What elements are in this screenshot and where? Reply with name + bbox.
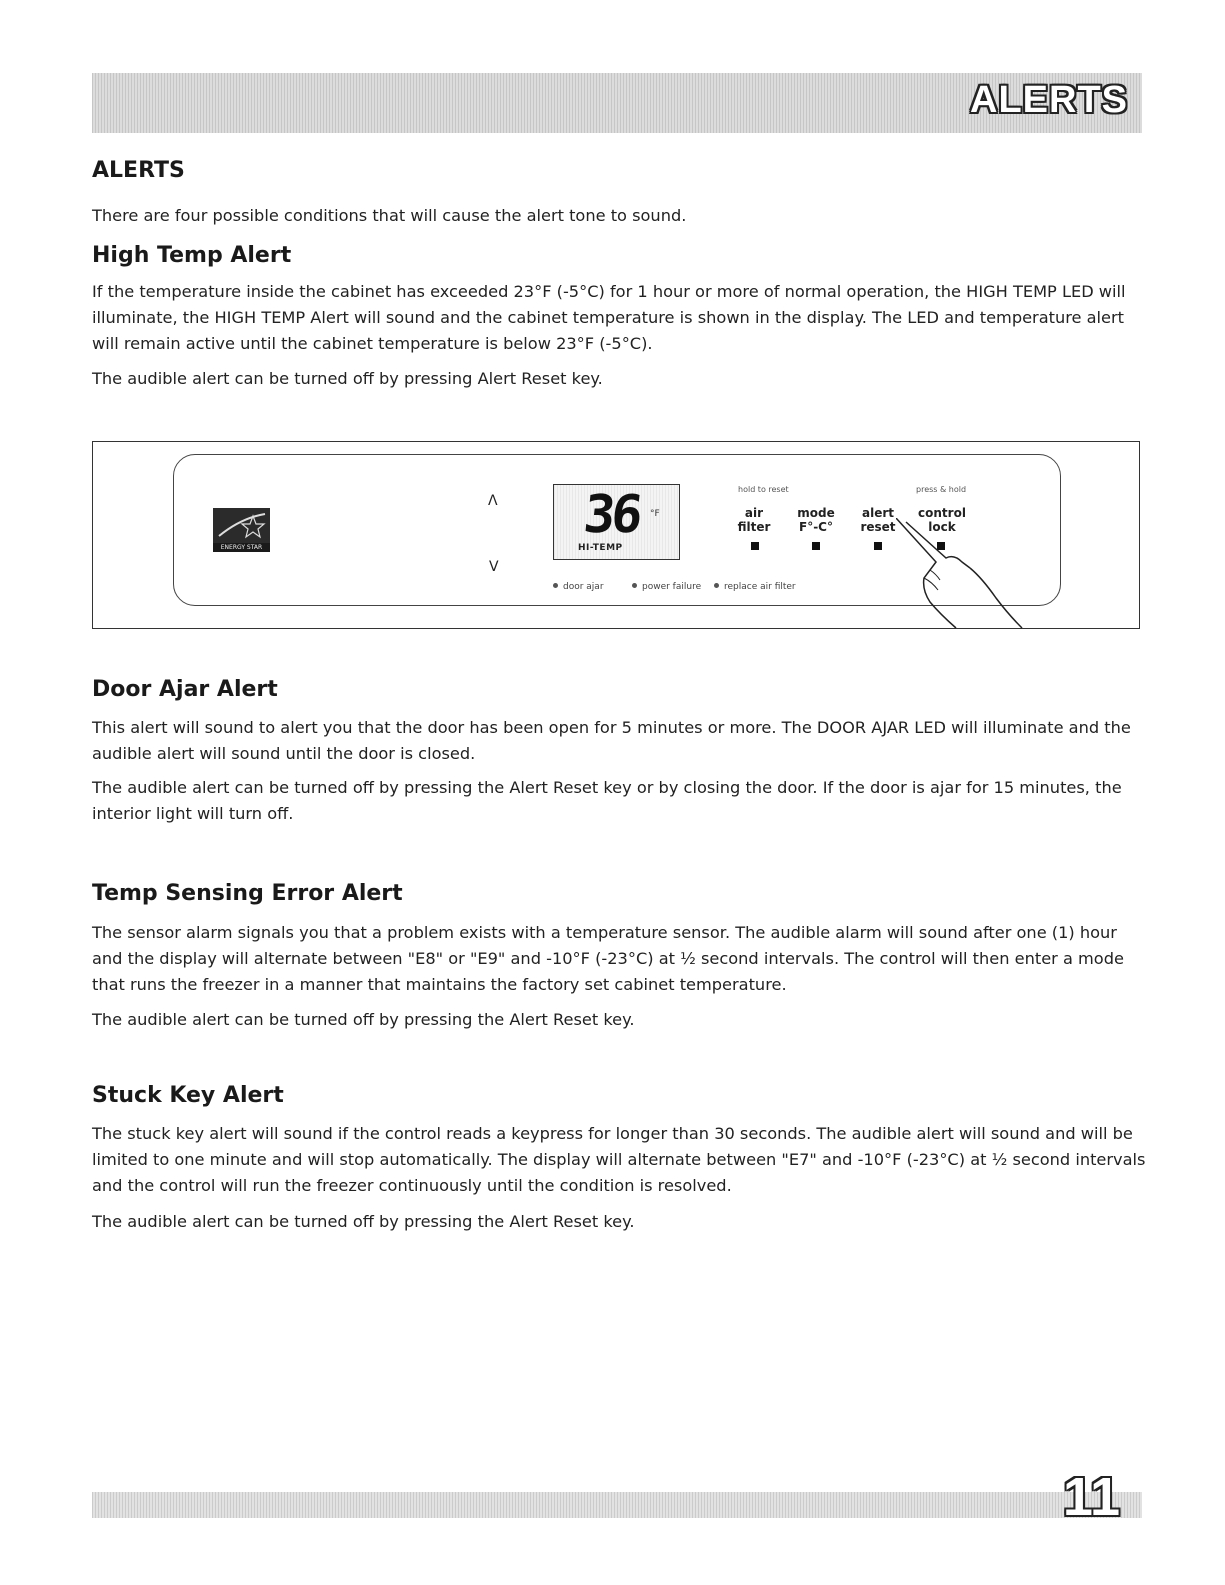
mode-key[interactable] (812, 542, 820, 550)
hint-press-and-hold: press & hold (916, 485, 967, 494)
page-number: 11 (1062, 1467, 1120, 1527)
led-dot-icon (714, 583, 719, 588)
air-filter-label-line2: filter (737, 520, 771, 534)
air-filter-label-line1: air (744, 506, 764, 520)
led-replace-air-filter-label: replace air filter (724, 582, 796, 592)
alerts-heading: ALERTS (92, 158, 185, 183)
display-temperature: 36 (580, 485, 642, 545)
energy-star-label: ENERGY STAR (213, 543, 270, 552)
high-temp-heading: High Temp Alert (92, 243, 292, 268)
header-banner (92, 73, 1142, 133)
alerts-intro: There are four possible conditions that will cause the alert tone to sound. (92, 206, 687, 225)
temp-sensing-paragraph-1: The sensor alarm signals you that a problem exists with a temperature sensor. The audible alarm will sound after one (1) hour and the display will alternate between "E8" or "E9" and -10°F (-23°C) at ½ second intervals. The control will then enter a mode that runs the freezer in a manner that maintains the factory set cabinet temperature. (92, 923, 1124, 994)
led-power-failure (632, 582, 701, 592)
display-unit: °F (650, 509, 660, 519)
temp-up-key[interactable]: Λ (488, 493, 498, 509)
led-door-ajar-label: door ajar (563, 582, 604, 592)
mode-key-label (790, 506, 842, 534)
temp-down-key[interactable]: V (489, 559, 499, 575)
stuck-key-paragraph-1: The stuck key alert will sound if the control reads a keypress for longer than 30 seconds. The audible alert will sound and will be limited to one minute and will stop automatically. The display will alternate between "E7" and -10°F (-23°C) at ½ second intervals and the control will run the freezer continuously until the condition is resolved. (92, 1124, 1146, 1195)
alert-reset-label-line2: reset (860, 520, 896, 534)
led-dot-icon (553, 583, 558, 588)
led-power-failure-label: power failure (642, 582, 702, 592)
led-door-ajar (553, 582, 604, 592)
pointing-hand-icon (896, 518, 1036, 630)
temperature-display (553, 484, 680, 560)
air-filter-key[interactable] (751, 542, 759, 550)
mode-label-line2: F°-C° (799, 520, 833, 534)
energy-star-logo (213, 508, 270, 552)
led-dot-icon (632, 583, 637, 588)
stuck-key-paragraph-2: The audible alert can be turned off by pressing the Alert Reset key. (92, 1212, 635, 1231)
door-ajar-paragraph-1: This alert will sound to alert you that the door has been open for 5 minutes or more. The DOOR AJAR LED will illuminate and the audible alert will sound until the door is closed. (92, 718, 1131, 763)
control-lock-label-line1: control (918, 506, 966, 520)
high-temp-paragraph-2: The audible alert can be turned off by pressing Alert Reset key. (92, 369, 603, 388)
control-lock-label-line2: lock (928, 520, 956, 534)
door-ajar-paragraph-2: The audible alert can be turned off by pressing the Alert Reset key or by closing the door. If the door is ajar for 15 minutes, the interior light will turn off. (92, 778, 1122, 823)
footer-bar (92, 1467, 1142, 1527)
alert-reset-key[interactable] (874, 542, 882, 550)
door-ajar-heading: Door Ajar Alert (92, 677, 278, 702)
temp-sensing-paragraph-2: The audible alert can be turned off by pressing the Alert Reset key. (92, 1010, 635, 1029)
hi-temp-indicator: HI-TEMP (578, 543, 623, 553)
air-filter-key-label (728, 506, 780, 534)
stuck-key-heading: Stuck Key Alert (92, 1083, 284, 1108)
mode-label-line1: mode (797, 506, 835, 520)
alert-reset-label-line1: alert (861, 506, 894, 520)
led-replace-air-filter (714, 582, 796, 592)
energy-star-icon (213, 508, 270, 544)
temp-sensing-heading: Temp Sensing Error Alert (92, 881, 403, 906)
hint-hold-to-reset: hold to reset (738, 485, 789, 494)
high-temp-paragraph-1: If the temperature inside the cabinet has exceeded 23°F (-5°C) for 1 hour or more of normal operation, the HIGH TEMP LED will illuminate, the HIGH TEMP Alert will sound and the cabinet temperature is shown in the display. The LED and temperature alert will remain active until the cabinet temperature is below 23°F (-5°C). (92, 282, 1126, 353)
banner-title: ALERTS (970, 79, 1128, 121)
